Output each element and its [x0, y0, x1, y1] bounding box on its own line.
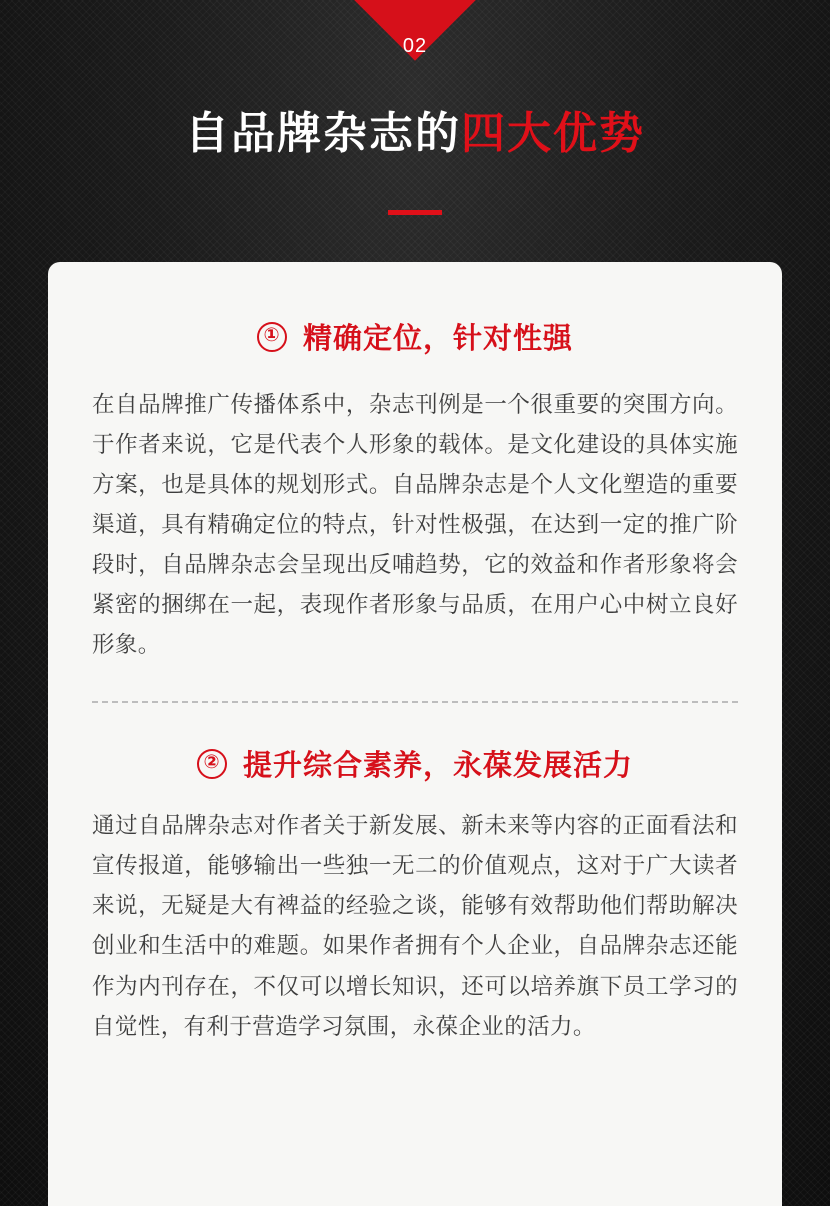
title-underline-divider: [388, 210, 442, 215]
section-heading: [92, 316, 738, 357]
section-heading: [92, 743, 738, 784]
section-heading-text: 精确定位，针对性强: [302, 323, 573, 355]
content-card: [48, 262, 782, 1206]
section-number-circle: [257, 322, 287, 352]
section-heading-text: 提升综合素养，永葆发展活力: [242, 750, 633, 783]
section-number-badge: [372, 0, 458, 86]
page-title: [0, 108, 830, 161]
section-item: [92, 703, 738, 1046]
page-title-primary: 自品牌杂志的: [185, 109, 461, 158]
section-body-text: 通过自品牌杂志对作者关于新发展、新未来等内容的正面看法和宣传报道，能够输出一些独一无二的价值观点，这对于广大读者来说，无疑是大有裨益的经验之谈，能够有效帮助他们帮助解决创业和生活中的难题。如果作者拥有个人企业，自品牌杂志还能作为内刊存在，不仅可以增长知识，还可以培养旗下员工学习的自觉性，有利于营造学习氛围，永葆企业的活力。: [92, 813, 738, 1039]
page-title-highlight: 四大优势: [461, 109, 645, 158]
section-body-text: 在自品牌推广传播体系中，杂志刊例是一个很重要的突围方向。于作者来说，它是代表个人形象的载体。是文化建设的具体实施方案，也是具体的规划形式。自品牌杂志是个人文化塑造的重要渠道，具有精确定位的特点，针对性极强，在达到一定的推广阶段时，自品牌杂志会呈现出反哺趋势，它的效益和作者形象将会紧密的捆绑在一起，表现作者形象与品质，在用户心中树立良好形象。: [92, 392, 738, 658]
section-item: [92, 262, 738, 665]
section-number-circle: [197, 749, 227, 779]
section-number-text: ②: [203, 752, 221, 774]
badge-number: 02: [402, 34, 428, 57]
section-number-text: ①: [263, 325, 281, 346]
